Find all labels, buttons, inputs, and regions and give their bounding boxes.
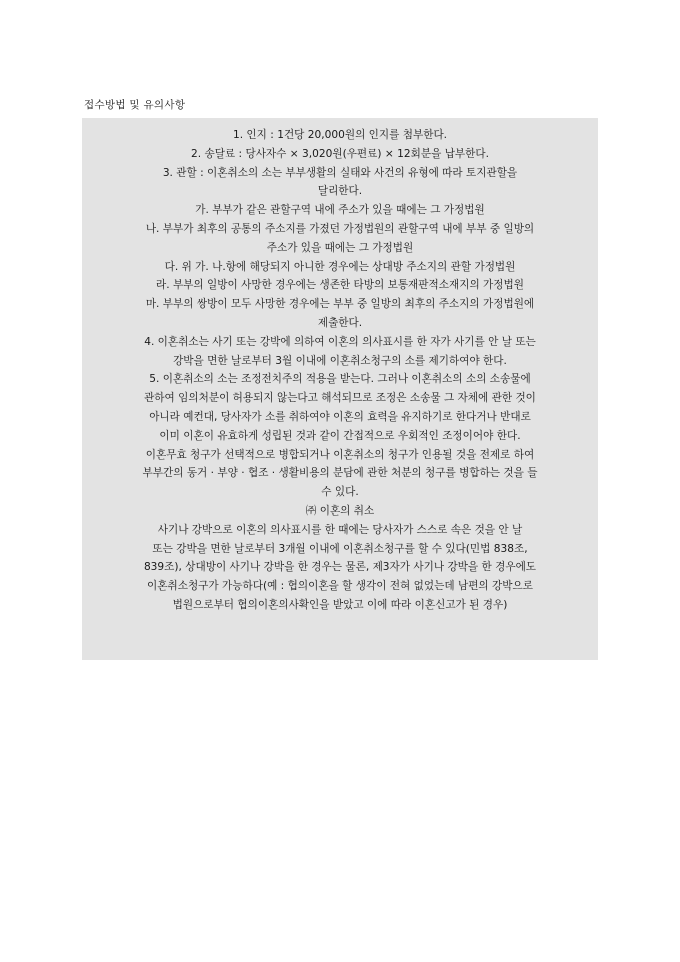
subsection-title: ㈜ 이혼의 취소 [305,504,375,517]
text-line-jurisdiction: 3. 관할 : 이혼취소의 소는 부부생활의 실태와 사건의 유형에 따라 토지관할을 [162,166,518,179]
text-line: 아니라 예컨대, 당사자가 소를 취하여야 이혼의 효력을 유지하기로 한다거나 반대로 [149,410,531,423]
text-line: 관하여 임의처분이 허용되지 않는다고 해석되므로 조정은 소송물 그 자체에 관한 것이 [144,392,536,405]
text-line: 달리한다. [317,185,363,198]
text-line: 이혼취소청구가 가능하다(예 : 협의이혼을 할 생각이 전혀 없었는데 남편의 강박으로 [147,580,533,593]
text-line-deadline: 4. 이혼취소는 사기 또는 강박에 의하여 이혼의 의사표시를 한 자가 사기를 안 날 또는 [144,335,536,348]
text-line: 사기나 강박으로 이혼의 의사표시를 한 때에는 당사자가 스스로 속은 것을 안 날 [157,523,523,536]
text-line: 제출한다. [317,316,363,329]
text-line: 법원으로부터 협의이혼의사확인을 받았고 이에 따라 이혼신고가 된 경우) [172,598,508,611]
text-line: 이미 이혼이 유효하게 성립된 것과 같이 간접적으로 우회적인 조정이어야 한다. [159,429,521,442]
text-line: 강박을 면한 날로부터 3월 이내에 이혼취소청구의 소를 제기하여야 한다. [173,354,507,367]
text-line: 주소가 있을 때에는 그 가정법원 [266,241,414,254]
text-line-item-da: 다. 위 가. 나.항에 해당되지 아니한 경우에는 상대방 주소지의 관할 가정법원 [164,260,516,273]
text-line-fee-stamp: 1. 인지 : 1건당 20,000원의 인지를 첨부한다. [232,129,448,141]
text-line-item-ra: 라. 부부의 일방이 사망한 경우에는 생존한 타방의 보통재판적소재지의 가정법원 [155,279,524,292]
text-line: 또는 강박을 면한 날로부터 3개월 이내에 이혼취소청구를 할 수 있다(민법 838조, [152,542,528,555]
notice-box [82,118,598,660]
section-heading: 접수방법 및 유의사항 [84,99,186,111]
text-line-item-na: 나. 부부가 최후의 공통의 주소지를 가졌던 가정법원의 관할구역 내에 부부 중 일방의 [145,222,535,235]
text-line: 이혼무효 청구가 선택적으로 병합되거나 이혼취소의 청구가 인용될 것을 전제로 하여 [145,448,535,461]
text-line-item-ga: 가. 부부가 같은 관할구역 내에 주소가 있을 때에는 그 가정법원 [195,204,485,217]
text-line-item-ma: 마. 부부의 쌍방이 모두 사망한 경우에는 부부 중 일방의 최후의 주소지의 가정법원에 [145,298,535,311]
text-line-postage: 2. 송달료 : 당사자수 × 3,020원(우편료) × 12회분을 납부한다. [190,147,489,160]
text-line-mediation: 5. 이혼취소의 소는 조정전치주의 적용을 받는다. 그러나 이혼취소의 소의 소송물에 [149,373,531,386]
text-line: 839조), 상대방이 사기나 강박을 한 경우는 물론, 제3자가 사기나 강박을 한 경우에도 [143,561,537,574]
text-line: 부부간의 동거 · 부양 · 협조 · 생활비용의 분담에 관한 처분의 청구를 병합하는 것을 들 [142,467,538,480]
text-line: 수 있다. [321,486,359,499]
